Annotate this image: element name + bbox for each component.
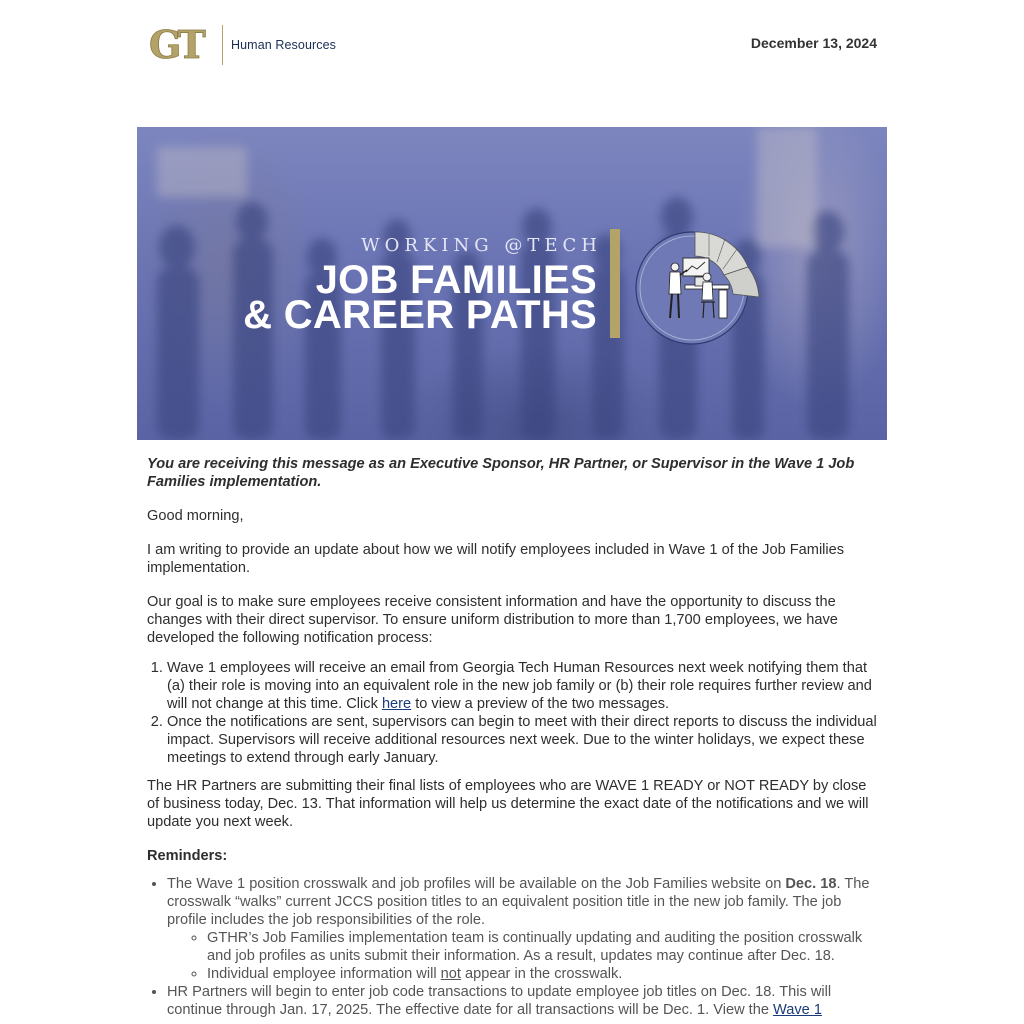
sub-reminder-1-text: GTHR’s Job Families implementation team is continually updating and auditing the position crosswalk and job profiles as units submit their information. As a result, updates may continue after Dec. 18. xyxy=(207,930,863,964)
sub-reminder-2-text: Individual employee information will xyxy=(207,966,441,982)
sub-reminder-2-underline: not xyxy=(440,966,461,982)
step-1-text-end: to view a preview of the two messages. xyxy=(411,696,670,712)
reminder-1-text: The Wave 1 position crosswalk and job profiles will be available on the Job Families website on xyxy=(167,876,786,892)
list-item xyxy=(167,659,877,713)
step-1-text: Wave 1 employees will receive an email from Georgia Tech Human Resources next week notifying them that (a) their role is moving into an equivalent role in the new job family or (b) their role requires further review and will not change at this time. Click xyxy=(167,660,872,712)
body-paragraph-1: I am writing to provide an update about how we will notify employees included in Wave 1 of the Job Families implementation. xyxy=(147,542,845,576)
banner-title-line-2: & CAREER PATHS xyxy=(243,293,597,337)
list-item xyxy=(207,965,877,983)
banner-accent-bar xyxy=(610,229,620,338)
reminder-1-date: Dec. 18 xyxy=(785,876,837,892)
gt-hr-logo[interactable] xyxy=(149,25,336,65)
banner-kicker: WORKING @TECH xyxy=(361,235,602,256)
list-item xyxy=(167,875,877,983)
workplace-meeting-illustration-icon xyxy=(629,222,779,347)
email-date: December 13, 2024 xyxy=(750,35,877,51)
reminder-1-sublist xyxy=(167,929,877,983)
reminders-list xyxy=(147,875,877,1019)
wave-1-link[interactable]: Wave 1 xyxy=(773,1002,822,1018)
audience-notice: You are receiving this message as an Executive Sponsor, HR Partner, or Supervisor in the Wave 1 Job Families implementation. xyxy=(147,456,855,490)
body-paragraph-3: The HR Partners are submitting their final lists of employees who are WAVE 1 READY or NOT READY by close of business today, Dec. 13. That information will help us determine the exact date of the notifications and we will update you next week. xyxy=(147,778,869,830)
step-2-text: Once the notifications are sent, supervisors can begin to meet with their direct reports to discuss the individual impact. Supervisors will receive additional resources next week. Due to the winter holidays, we expect these meetings to extend through early January. xyxy=(167,714,877,766)
logo-text: Human Resources xyxy=(231,38,337,52)
preview-messages-link[interactable]: here xyxy=(381,696,412,712)
email-header xyxy=(0,0,1024,90)
email-body xyxy=(147,455,877,1019)
list-item xyxy=(167,713,877,767)
reminder-1-text-end: . The crosswalk “walks” current JCCS position titles to an equivalent position title in the new job family. The job profile includes the job responsibilities of the role. xyxy=(167,876,870,928)
hero-banner xyxy=(137,127,887,440)
list-item xyxy=(207,929,877,965)
list-item xyxy=(167,983,877,1019)
svg-text:GT: GT xyxy=(149,25,202,65)
gt-monogram-icon xyxy=(149,25,213,65)
greeting: Good morning, xyxy=(147,508,244,524)
sub-reminder-2-text-end: appear in the crosswalk. xyxy=(460,966,623,982)
banner-title-line-1: JOB FAMILIES xyxy=(315,258,597,302)
logo-divider xyxy=(222,25,223,65)
reminders-heading: Reminders: xyxy=(147,848,228,864)
notification-steps-list xyxy=(147,659,877,767)
reminder-2-text: HR Partners will begin to enter job code transactions to update employee job titles on Dec. 18. This will continue through Jan. 17, 2025. The effective date for all transactions will be Dec. 1. View the xyxy=(167,984,832,1018)
body-paragraph-2: Our goal is to make sure employees receive consistent information and have the opportunity to discuss the changes with their direct supervisor. To ensure uniform distribution to more than 1,700 employees, we have developed the following notification process: xyxy=(147,594,838,646)
